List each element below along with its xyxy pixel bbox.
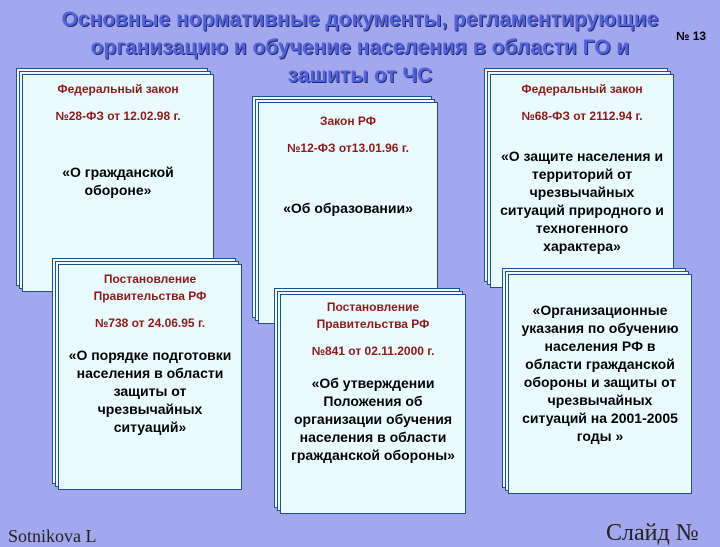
card-doc-type: Федеральный закон — [521, 82, 643, 96]
card-doc-number: №841 от 02.11.2000 г. — [311, 344, 435, 358]
card-doc-title: «Организационные указания по обучению населения РФ в области гражданской обороны и защиты от чрезвычайных ситуаций на 2001-2005 годы » — [521, 302, 679, 444]
card-organizational-guidelines — [508, 274, 692, 494]
card-doc-title: «Об утверждении Положения об организации обучения населения в области гражданской обороны» — [291, 375, 455, 463]
card-face — [280, 294, 466, 514]
card-doc-number: №738 от 24.06.95 г. — [94, 316, 206, 330]
slide-title-line-2: организацию и обучение населения в области ГО и — [90, 36, 630, 59]
card-face — [58, 264, 242, 490]
card-doc-number: №68-ФЗ от 2112.94 г. — [521, 109, 643, 123]
card-doc-number: №12-ФЗ от13.01.96 г. — [287, 141, 409, 155]
card-doc-title: «О защите населения и территорий от чрезвычайных ситуаций природного и техногенного характера» — [500, 148, 664, 254]
slide-number-label: № 13 — [676, 29, 707, 43]
card-face — [508, 274, 692, 494]
card-decree-738 — [58, 264, 242, 490]
card-doc-title: «Об образовании» — [283, 200, 413, 216]
card-face — [490, 74, 674, 288]
footer-author: Sotnikova L — [8, 526, 97, 546]
footer-slide-label: Слайд № — [606, 520, 699, 546]
card-doc-title: «О гражданской обороне» — [62, 164, 174, 198]
card-doc-type: Закон РФ — [319, 114, 377, 128]
card-doc-type: Федеральный закон — [57, 82, 179, 96]
card-decree-841 — [280, 294, 466, 514]
slide-title-line-1: Основные нормативные документы, регламентирующие — [61, 8, 659, 31]
slide-title-line-3: зашиты от ЧС — [287, 64, 433, 87]
card-doc-type: Постановление Правительства РФ — [316, 300, 430, 331]
card-doc-type: Постановление Правительства РФ — [93, 272, 207, 303]
card-doc-number: №28-ФЗ от 12.02.98 г. — [55, 109, 181, 123]
card-doc-title: «О порядке подготовки населения в области защиты от чрезвычайных ситуаций» — [68, 347, 232, 435]
card-federal-law-emergency-protection — [490, 74, 674, 288]
